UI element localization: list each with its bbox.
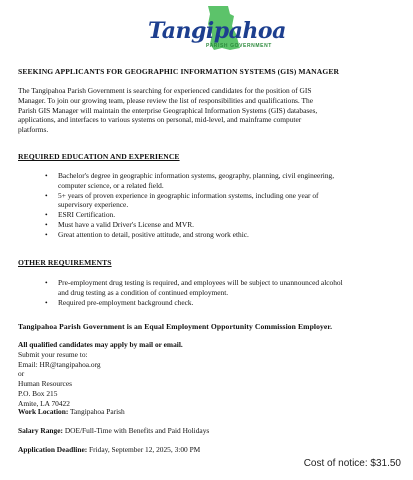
work-location-label: Work Location: [18,407,69,416]
logo-subtitle: PARISH GOVERNMENT [206,43,272,49]
bullet-icon: • [45,171,48,180]
apply-section [18,340,183,409]
bullet-icon: • [45,297,48,307]
list-item: • 5+ years of proven experience in geographic information systems, including one year of supervisory experience. [45,190,319,210]
list-item: • Bachelor's degree in geographic information systems, geography, planning, civil engineering, computer science, or a related field. [45,171,335,190]
list-item: • Great attention to detail, positive attitude, and strong work ethic. [45,229,249,239]
apply-line: P.O. Box 215 [18,388,58,398]
bullet-icon: • [45,219,48,229]
work-location [18,407,125,417]
apply-line: Human Resources [18,379,72,389]
other-heading: OTHER REQUIREMENTS [18,258,112,267]
logo-wordmark: Tangipahoa [148,18,286,44]
intro-line: The Tangipahoa Parish Government is searching for experienced candidates for the position of GIS [18,86,312,95]
intro-line: Manager. To join our growing team, please review the list of responsibilities and qualifications. The [18,95,313,105]
cost-of-notice: Cost of notice: $31.50 [303,458,401,469]
intro-line: Parish GIS Manager will maintain the enterprise Geographical Information Systems (GIS) databases, [18,105,318,115]
apply-heading: All qualified candidates may apply by mail or email. [18,340,183,349]
deadline-value: Friday, September 12, 2025, 3:00 PM [87,445,201,454]
apply-line: Submit your resume to: [18,349,88,359]
intro-paragraph [18,86,317,135]
page-title: SEEKING APPLICANTS FOR GEOGRAPHIC INFORMATION SYSTEMS (GIS) MANAGER [18,67,340,76]
bullet-icon: • [45,190,48,200]
apply-line: Amite, LA 70422 [18,398,70,408]
salary-range [18,426,209,436]
apply-line: or [18,369,25,379]
bullet-icon: • [45,210,48,220]
application-deadline [18,445,200,455]
list-item: • ESRI Certification. [45,210,116,220]
salary-value: DOE/Full-Time with Benefits and Paid Holidays [62,426,210,435]
tangipahoa-parish-logo [148,4,286,64]
salary-label: Salary Range: [18,426,63,435]
education-heading: REQUIRED EDUCATION AND EXPERIENCE [18,152,180,161]
intro-line: platforms. [18,125,49,135]
bullet-icon: • [45,229,48,239]
education-list [18,171,334,240]
deadline-label: Application Deadline: [18,445,88,454]
bullet-icon: • [45,278,48,287]
work-location-value: Tangipahoa Parish [68,407,125,416]
list-item: • Must have a valid Driver's License and MVR. [45,219,194,229]
other-list [18,278,343,307]
intro-line: applications, and interfaces to various systems on personal, mid-level, and mainframe computer [18,115,302,125]
eeo-statement: Tangipahoa Parish Government is an Equal Employment Opportunity Commission Employer. [18,322,333,331]
list-item: • Required pre-employment background check. [45,297,194,307]
list-item: • Pre-employment drug testing is required, and employees will be subject to unannounced alcohol and drug testing as a condition of continued employment. [45,278,343,297]
apply-email[interactable]: Email: HR@tangipahoa.org [18,359,101,369]
